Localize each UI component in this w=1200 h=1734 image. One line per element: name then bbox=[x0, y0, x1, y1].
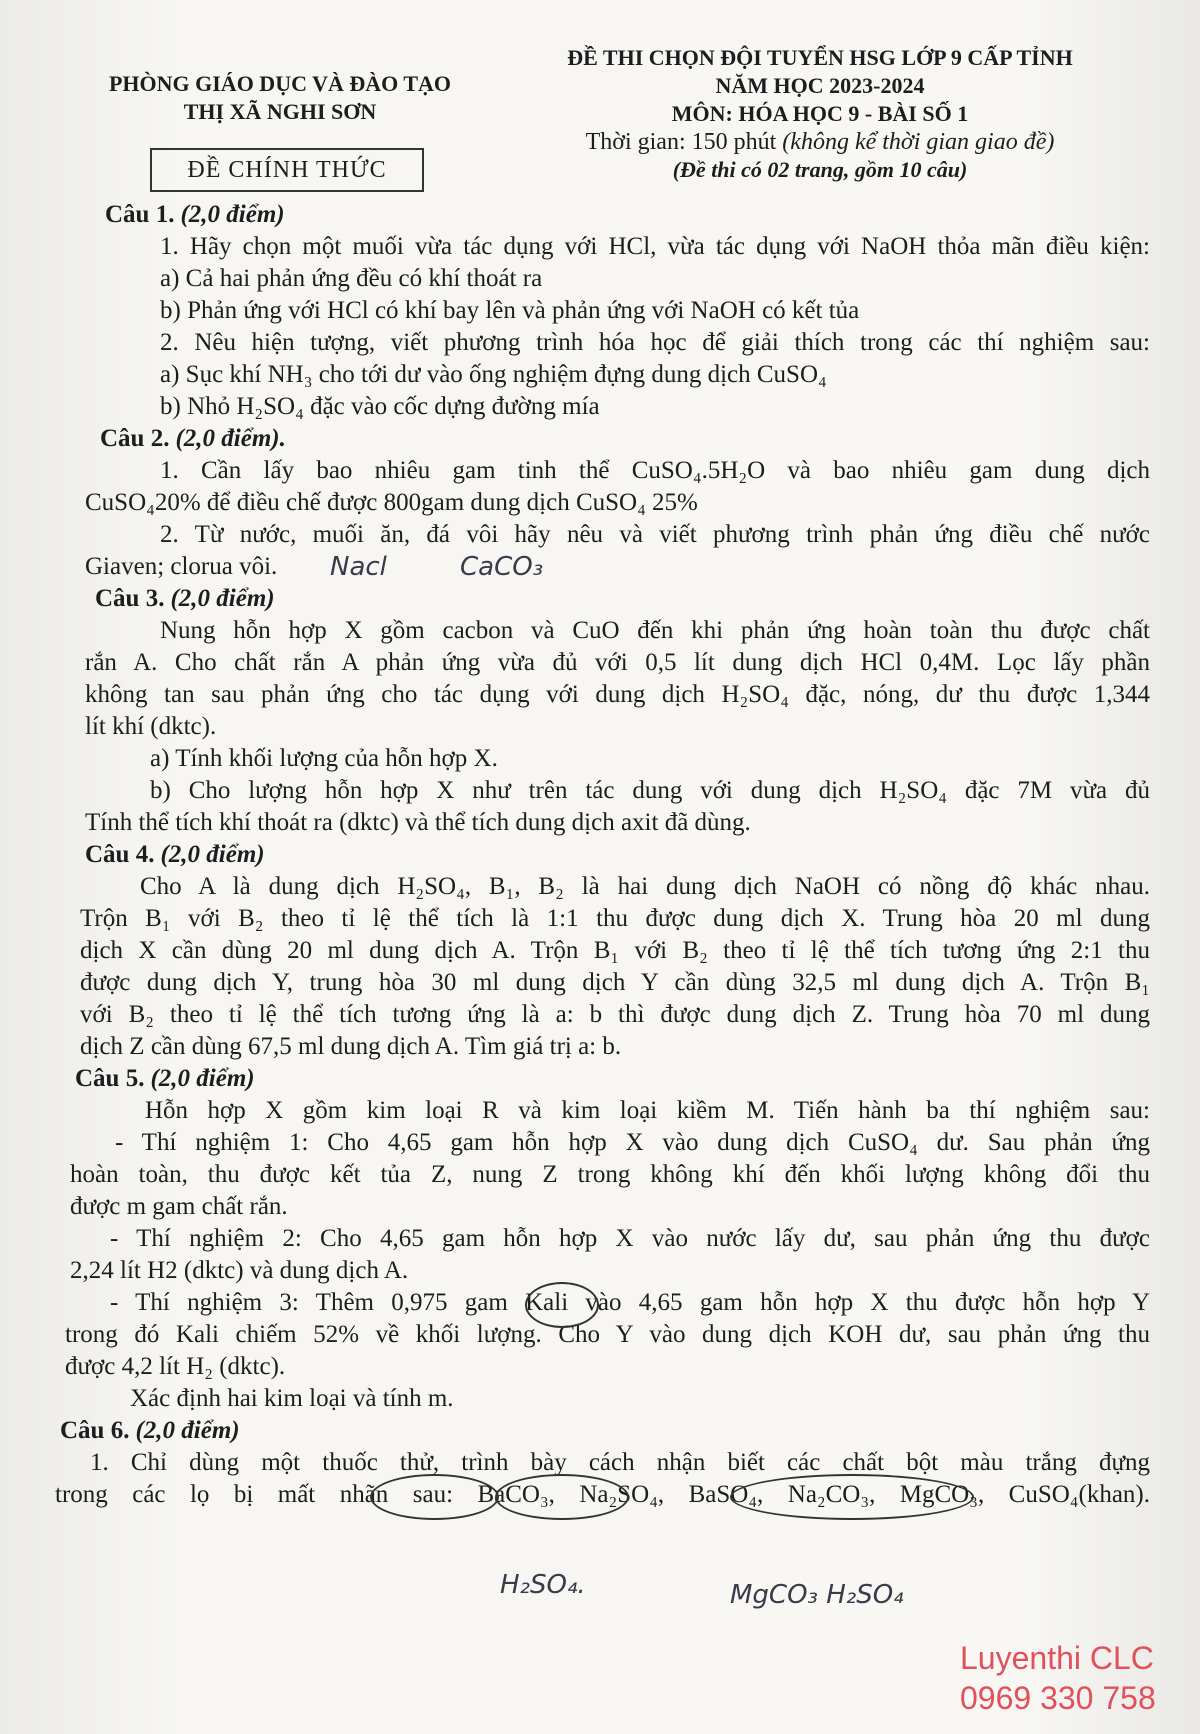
question-text-line: 2,24 lít H2 (dktc) và dung dịch A. bbox=[70, 1257, 409, 1284]
question-text-line: - Thí nghiệm 1: Cho 4,65 gam hỗn hợp X vào dung dịch CuSO₄ dư. Sau phản ứng bbox=[115, 1129, 1150, 1156]
question-text-line: không tan sau phản ứng cho tác dụng với dung dịch H₂SO₄ đặc, nóng, dư thu được 1,344 bbox=[85, 681, 1150, 708]
handwritten-note-caco3: CaCO₃ bbox=[460, 552, 544, 582]
question-number: Câu 2. bbox=[100, 425, 170, 452]
question-points: (2,0 điểm) bbox=[180, 201, 285, 228]
question-number: Câu 4. bbox=[85, 841, 155, 868]
question-heading bbox=[60, 1416, 240, 1446]
subject: MÔN: HÓA HỌC 9 - BÀI SỐ 1 bbox=[671, 101, 969, 126]
question-text-line: với B₂ theo tỉ lệ thể tích tương ứng là a: b thì được dung dịch Z. Trung hòa 70 ml dung bbox=[80, 1001, 1150, 1028]
official-label: ĐỀ CHÍNH THỨC bbox=[150, 148, 424, 192]
question-text-line: hoàn toàn, thu được kết tủa Z, nung Z trong không khí đến khối lượng không đổi thu bbox=[70, 1161, 1150, 1188]
question-text-line: Tính thể tích khí thoát ra (dktc) và thể tích dung dịch axit đã dùng. bbox=[85, 809, 751, 836]
question-text-line: được 4,2 lít H₂ (dktc). bbox=[65, 1353, 286, 1380]
question-text-line: dịch Z cần dùng 67,5 ml dung dịch A. Tìm giá trị a: b. bbox=[80, 1033, 622, 1060]
district-name: THỊ XÃ NGHI SƠN bbox=[183, 99, 377, 124]
question-points: (2,0 điểm) bbox=[170, 585, 275, 612]
question-heading bbox=[95, 584, 275, 614]
question-text-line: rắn A. Cho chất rắn A phản ứng vừa đủ với 0,5 lít dung dịch HCl 0,4M. Lọc lấy phần bbox=[85, 649, 1150, 676]
question-text-line: b) Nhỏ H₂SO₄ đặc vào cốc dựng đường mía bbox=[160, 393, 600, 420]
time-note: (không kể thời gian giao đề) bbox=[782, 129, 1055, 155]
question-number: Câu 5. bbox=[75, 1065, 145, 1092]
school-year: NĂM HỌC 2023-2024 bbox=[715, 73, 925, 98]
question-number: Câu 1. bbox=[105, 201, 175, 228]
question-text-line: 1. Cần lấy bao nhiêu gam tinh thể CuSO₄.5H₂O và bao nhiêu gam dung dịch bbox=[160, 457, 1150, 484]
question-text-line: lít khí (dktc). bbox=[85, 713, 217, 740]
question-text-line: 2. Nêu hiện tượng, viết phương trình hóa học để giải thích trong các thí nghiệm sau: bbox=[160, 329, 1150, 356]
question-text-line: Trộn B₁ với B₂ theo tỉ lệ thể tích là 1:1 thu được dung dịch X. Trung hòa 20 ml dung bbox=[80, 905, 1150, 932]
pages-note: (Đề thi có 02 trang, gồm 10 câu) bbox=[672, 157, 968, 182]
question-points: (2,0 điểm). bbox=[175, 425, 286, 452]
question-text-line: b) Phản ứng với HCl có khí bay lên và phản ứng với NaOH có kết tủa bbox=[160, 297, 860, 324]
question-number: Câu 3. bbox=[95, 585, 165, 612]
department-name: PHÒNG GIÁO DỤC VÀ ĐÀO TẠO bbox=[108, 71, 452, 96]
question-heading bbox=[85, 840, 265, 870]
question-number: Câu 6. bbox=[60, 1417, 130, 1444]
question-heading bbox=[100, 424, 286, 454]
question-points: (2,0 điểm) bbox=[150, 1065, 255, 1092]
handwritten-note-mgco3-h2so4: MgCO₃ H₂SO₄ bbox=[730, 1580, 904, 1610]
question-heading bbox=[105, 200, 285, 230]
question-text-line: Giaven; clorua vôi. bbox=[85, 553, 278, 580]
question-text-line: 1. Hãy chọn một muối vừa tác dụng với HCl, vừa tác dụng với NaOH thỏa mãn điều kiện: bbox=[160, 233, 1150, 260]
question-text-line: Hỗn hợp X gồm kim loại R và kim loại kiềm M. Tiến hành ba thí nghiệm sau: bbox=[145, 1097, 1150, 1124]
circle-mark bbox=[495, 1474, 629, 1520]
question-text-line: trong các lọ bị mất nhãn sau: BaCO₃, Na₂SO₄, BaSO₄, Na₂CO₃, MgCO₃, CuSO₄(khan). bbox=[55, 1481, 1150, 1508]
question-text-line: - Thí nghiệm 3: Thêm 0,975 gam Kali vào 4,65 gam hỗn hợp X thu được hỗn hợp Y bbox=[110, 1289, 1150, 1316]
circle-mark bbox=[525, 1282, 599, 1328]
time-label: Thời gian: 150 phút bbox=[585, 129, 777, 155]
question-text-line: Cho A là dung dịch H₂SO₄, B₁, B₂ là hai dung dịch NaOH có nồng độ khác nhau. bbox=[140, 873, 1150, 900]
watermark-line1: Luyenthi CLC bbox=[960, 1640, 1154, 1676]
question-text-line: a) Sục khí NH₃ cho tới dư vào ống nghiệm đựng dung dịch CuSO₄ bbox=[160, 361, 827, 388]
question-text-line: 2. Từ nước, muối ăn, đá vôi hãy nêu và viết phương trình phản ứng điều chế nước bbox=[160, 521, 1150, 548]
question-text-line: b) Cho lượng hỗn hợp X như trên tác dung với dung dịch H₂SO₄ đặc 7M vừa đủ bbox=[150, 777, 1150, 804]
question-text-line: a) Tính khối lượng của hỗn hợp X. bbox=[150, 745, 498, 772]
question-text-line: 1. Chỉ dùng một thuốc thử, trình bày cách nhận biết các chất bột màu trắng đựng bbox=[90, 1449, 1150, 1476]
question-text-line: dịch X cần dùng 20 ml dung dịch A. Trộn B₁ với B₂ theo tỉ lệ thể tích tương ứng 2:1 thu bbox=[80, 937, 1150, 964]
handwritten-note-nacl: Nacl bbox=[330, 552, 387, 582]
handwritten-note-h2so4: H₂SO₄. bbox=[500, 1570, 586, 1600]
question-points: (2,0 điểm) bbox=[135, 1417, 240, 1444]
question-text-line: Nung hỗn hợp X gồm cacbon và CuO đến khi phản ứng hoàn toàn thu được chất bbox=[160, 617, 1150, 644]
question-text-line: được m gam chất rắn. bbox=[70, 1193, 288, 1220]
question-points: (2,0 điểm) bbox=[160, 841, 265, 868]
question-heading bbox=[75, 1064, 255, 1094]
question-text-line: trong đó Kali chiếm 52% về khối lượng. Cho Y vào dung dịch KOH dư, sau phản ứng thu bbox=[65, 1321, 1150, 1348]
watermark-line2: 0969 330 758 bbox=[960, 1680, 1156, 1716]
question-text-line: - Thí nghiệm 2: Cho 4,65 gam hỗn hợp X vào nước lấy dư, sau phản ứng thu được bbox=[110, 1225, 1150, 1252]
question-text-line: a) Cả hai phản ứng đều có khí thoát ra bbox=[160, 265, 543, 292]
circle-mark bbox=[730, 1474, 974, 1520]
question-text-line: Xác định hai kim loại và tính m. bbox=[130, 1385, 454, 1412]
circle-mark bbox=[370, 1474, 499, 1520]
question-text-line: được dung dịch Y, trung hòa 30 ml dung dịch Y cần dùng 32,5 ml dung dịch A. Trộn B₁ bbox=[80, 969, 1150, 996]
question-text-line: CuSO₄20% để điều chế được 800gam dung dịch CuSO₄ 25% bbox=[85, 489, 698, 516]
exam-title: ĐỀ THI CHỌN ĐỘI TUYỂN HSG LỚP 9 CẤP TỈNH bbox=[567, 45, 1073, 70]
